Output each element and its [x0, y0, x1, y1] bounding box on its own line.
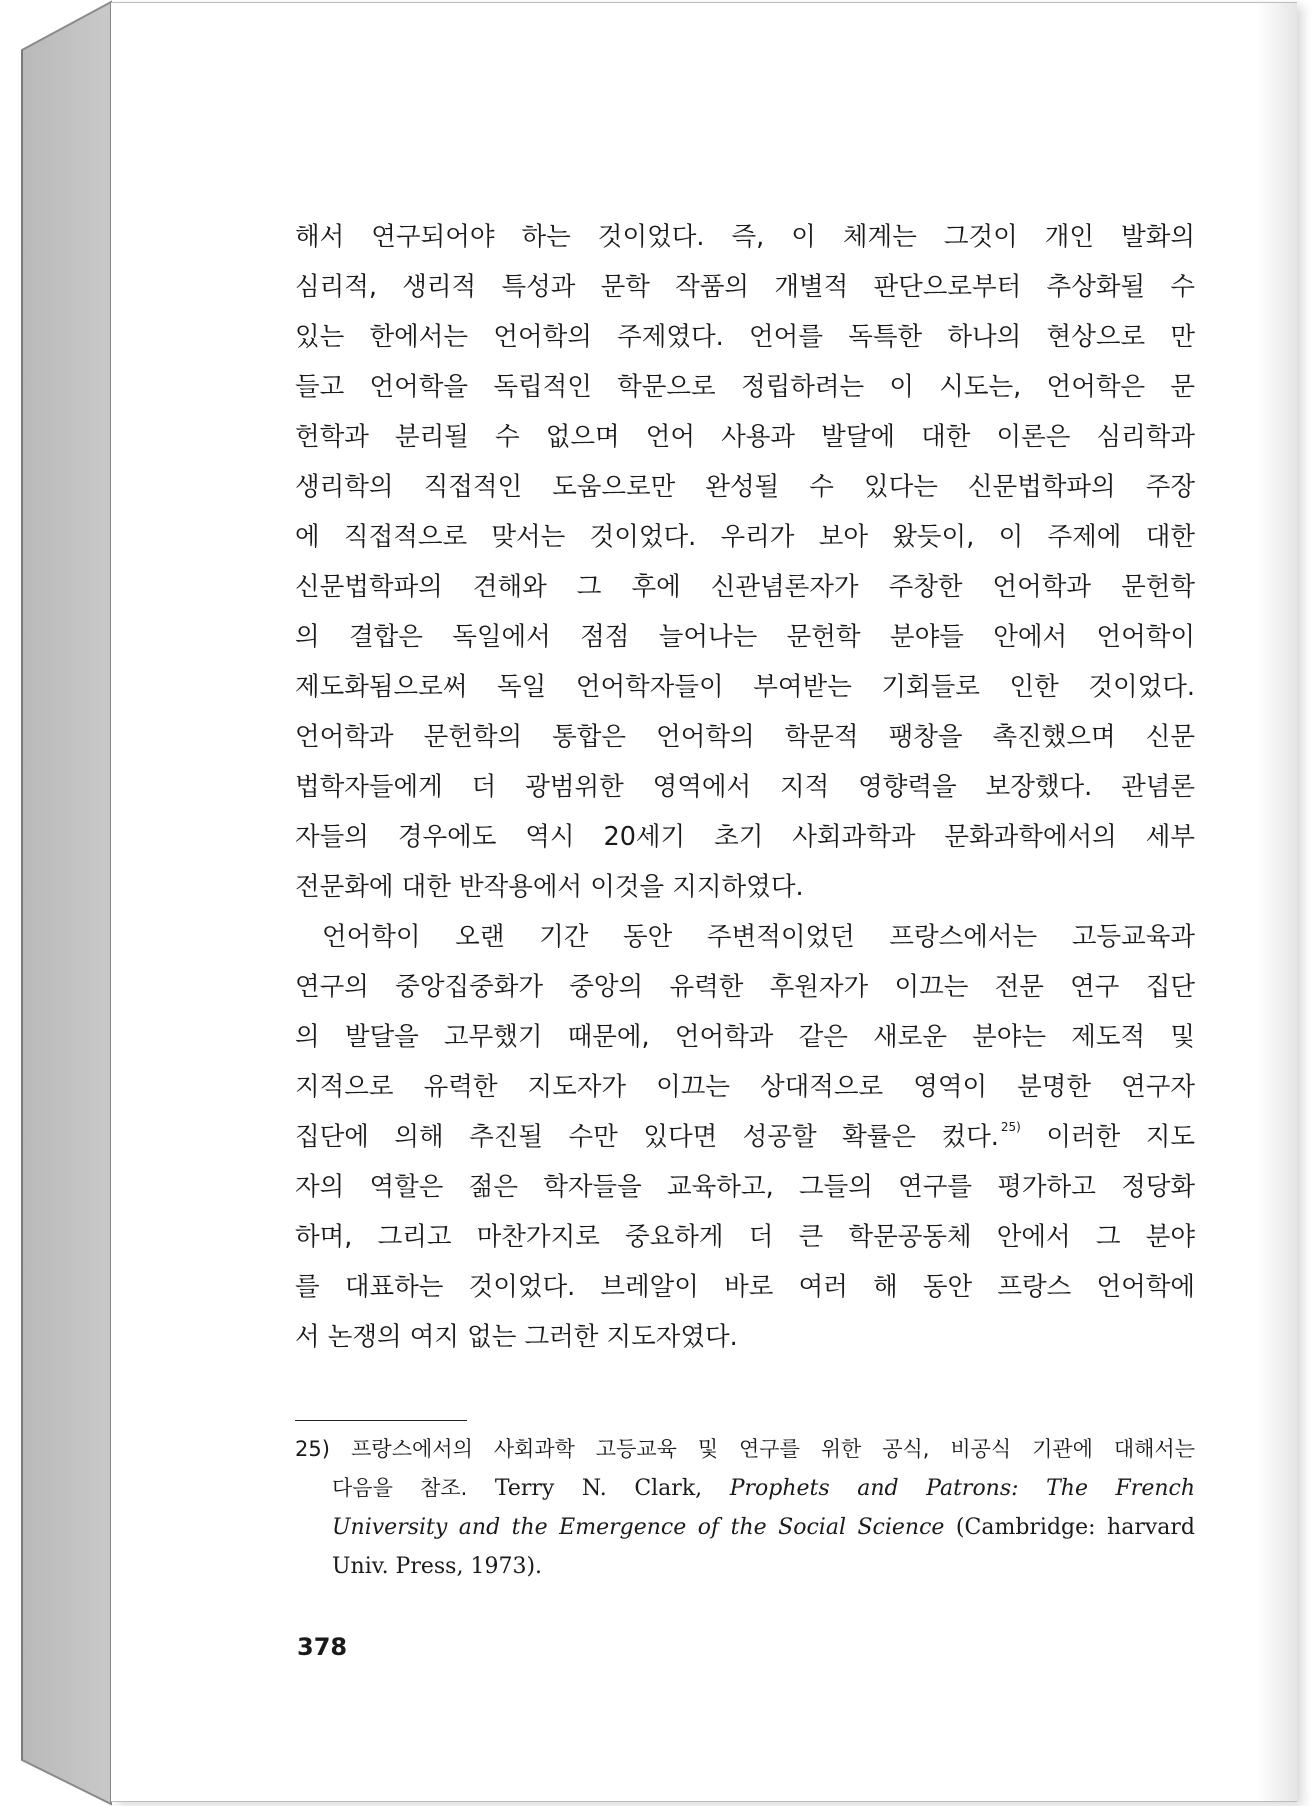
text-line: 생리학의 직접적인 도움으로만 완성될 수 있다는 신문법학파의 주장 [295, 472, 1195, 502]
text-line: 신문법학파의 견해와 그 후에 신관념론자가 주창한 언어학과 문헌학 [295, 572, 1195, 602]
text-line: 연구의 중앙집중화가 중앙의 유력한 후원자가 이끄는 전문 연구 집단 [295, 972, 1195, 1002]
footnote-line [295, 1430, 1195, 1469]
footnote-book-title: Prophets and Patrons: The French [729, 1476, 1195, 1501]
paragraph-first-line: 언어학이 오랜 기간 동안 주변적이었던 프랑스에서는 고등교육과 [322, 922, 1195, 952]
page-edge-shadow [1257, 3, 1297, 1801]
text-line: 서 논쟁의 여지 없는 그러한 지도자였다. [295, 1322, 738, 1352]
footnote-publisher: Univ. Press, 1973). [332, 1554, 543, 1579]
text-line: 언어학과 문헌학의 통합은 언어학의 학문적 팽창을 촉진했으며 신문 [295, 722, 1195, 752]
text-segment: 집단에 의해 추진될 수만 있다면 성공할 확률은 컸다. [295, 1122, 999, 1152]
text-line: 해서 연구되어야 하는 것이었다. 즉, 이 체계는 그것이 개인 발화의 [295, 222, 1195, 252]
text-line: 자들의 경우에도 역시 20세기 초기 사회과학과 문화과학에서의 세부 [295, 822, 1195, 852]
text-line: 에 직접적으로 맞서는 것이었다. 우리가 보아 왔듯이, 이 주제에 대한 [295, 522, 1195, 552]
footnote-book-title: University and the Emergence of the Social Science [332, 1515, 945, 1540]
text-line: 심리적, 생리적 특성과 문학 작품의 개별적 판단으로부터 추상화될 수 [295, 272, 1195, 302]
text-line: 들고 언어학을 독립적인 학문으로 정립하려는 이 시도는, 언어학은 문 [295, 372, 1195, 402]
footnote-text: 다음을 참조. [332, 1476, 468, 1500]
text-line: 의 결합은 독일에서 점점 늘어나는 문헌학 분야들 안에서 언어학이 [295, 622, 1195, 652]
text-line-with-footnote-ref [295, 1112, 1195, 1162]
footnote-reference: 25) [1000, 1120, 1021, 1134]
text-line: 전문화에 대한 반작용에서 이것을 지지하였다. [295, 872, 804, 902]
text-line: 지적으로 유력한 지도자가 이끄는 상대적으로 영역이 분명한 연구자 [295, 1072, 1195, 1102]
text-line: 헌학과 분리될 수 없으며 언어 사용과 발달에 대한 이론은 심리학과 [295, 422, 1195, 452]
text-line: 법학자들에게 더 광범위한 영역에서 지적 영향력을 보장했다. 관념론 [295, 772, 1195, 802]
text-line: 있는 한에서는 언어학의 주제였다. 언어를 독특한 하나의 현상으로 만 [295, 322, 1195, 352]
footnote-text: 프랑스에서의 사회과학 고등교육 및 연구를 위한 공식, 비공식 기관에 대해서는 [351, 1437, 1195, 1461]
footnote-line [295, 1469, 1195, 1508]
page-number: 378 [297, 1633, 348, 1661]
footnote-author: Terry N. Clark, [467, 1476, 730, 1501]
footnote-line [295, 1508, 1195, 1547]
text-segment: 이러한 지도 [1020, 1122, 1195, 1152]
footnote-publisher: (Cambridge: harvard [944, 1515, 1195, 1540]
text-line: 제도화됨으로써 독일 언어학자들이 부여받는 기회들로 인한 것이었다. [295, 672, 1195, 702]
text-line: 자의 역할은 젊은 학자들을 교육하고, 그들의 연구를 평가하고 정당화 [295, 1172, 1195, 1202]
text-line: 하며, 그리고 마찬가지로 중요하게 더 큰 학문공동체 안에서 그 분야 [295, 1222, 1195, 1252]
footnote-divider [295, 1420, 467, 1421]
body-text [295, 212, 1195, 1362]
footnote-line [295, 1547, 1195, 1586]
footnote-number: 25) [295, 1437, 330, 1461]
text-line: 를 대표하는 것이었다. 브레알이 바로 여러 해 동안 프랑스 언어학에 [295, 1272, 1195, 1302]
footnote [295, 1430, 1195, 1586]
text-line: 의 발달을 고무했기 때문에, 언어학과 같은 새로운 분야는 제도적 및 [295, 1022, 1195, 1052]
